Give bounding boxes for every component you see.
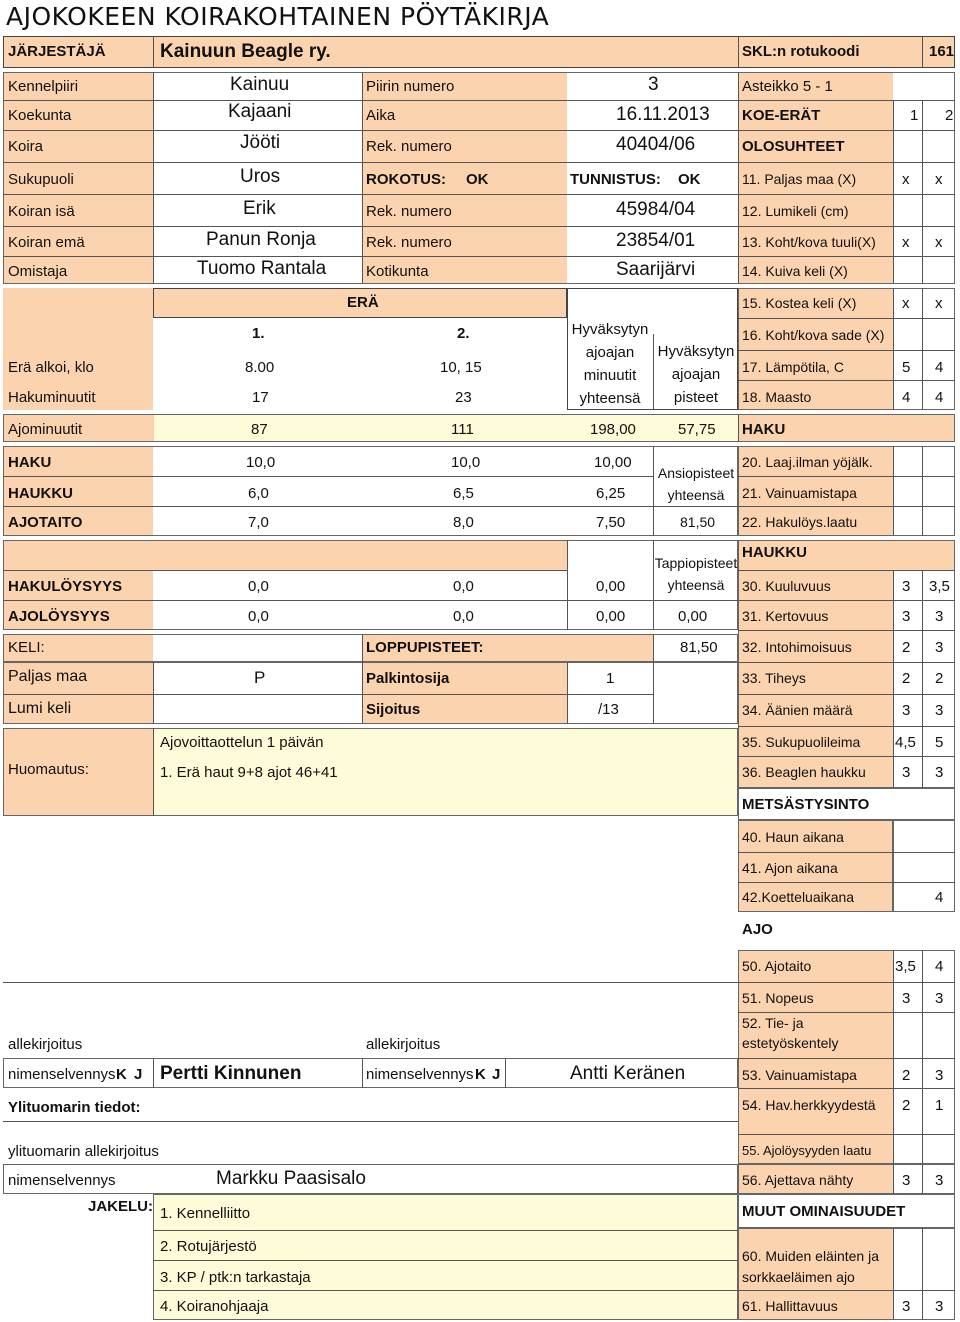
name-clarification-label-1: nimenselvennys (8, 1066, 116, 1083)
approved-run-points: 57,75 (678, 421, 716, 438)
drive-item-56-v2: 3 (935, 1172, 944, 1189)
frame (3, 728, 738, 816)
row-line (153, 1260, 738, 1261)
trial-municipality-label: Koekunta (8, 107, 72, 124)
row-line (738, 882, 955, 883)
remarks-label: Huomautus: (8, 761, 89, 778)
dam-name: Panun Ronja (206, 229, 316, 250)
bark-item-30: 30. Kuuluvuus (742, 578, 831, 594)
search-item-21: 21. Vainuamistapa (742, 485, 857, 501)
other-trait-61-v2: 3 (935, 1298, 944, 1315)
distribution-item-2: 2. Rotujärjestö (160, 1238, 257, 1255)
col-line (362, 72, 363, 284)
divider (738, 36, 739, 68)
penalty-points-heading: Tappiopisteet yhteensä (654, 555, 738, 593)
dam-label: Koiran emä (8, 234, 85, 251)
chief-judge-signature-label: ylituomarin allekirjoitus (8, 1143, 159, 1160)
cond-11-v2: x (935, 171, 943, 188)
divider (922, 36, 923, 68)
bare-ground-value: P (254, 668, 266, 687)
search-minutes-label: Hakuminuutit (8, 389, 96, 406)
drive-item-51: 51. Nopeus (742, 990, 814, 1006)
cond-14-label: 14. Kuiva keli (X) (742, 263, 848, 279)
row-line (3, 162, 955, 163)
bark-item-31: 31. Kertovuus (742, 608, 829, 624)
round-2-label: 2. (457, 325, 470, 342)
bare-ground-label: Paljas maa (8, 668, 88, 685)
drive-item-53: 53. Vainuamistapa (742, 1067, 857, 1083)
final-points-label: LOPPUPISTEET: (366, 639, 484, 656)
row-line (3, 100, 955, 101)
col-line (738, 72, 739, 284)
round-1-search-minutes: 17 (252, 389, 269, 406)
col-line (922, 1164, 923, 1194)
drive-looseness-total: 0,00 (596, 608, 626, 625)
drive-heading: AJO (742, 921, 773, 938)
bark-item-34: 34. Äänien määrä (742, 702, 853, 718)
bark-item-32-v2: 3 (935, 639, 944, 656)
district-number-label: Piirin numero (366, 78, 455, 95)
remarks-line-2: 1. Erä haut 9+8 ajot 46+41 (160, 764, 338, 781)
kennel-district-label: Kennelpiiri (8, 78, 79, 95)
cond-15-v2: x (935, 295, 943, 312)
weather-label: KELI: (8, 639, 45, 656)
judge-name-2: Antti Keränen (570, 1063, 686, 1084)
other-trait-61: 61. Hallittavuus (742, 1298, 838, 1314)
approved-points-heading: Hyväksytyn ajoajan pisteet (657, 343, 735, 406)
drive-item-56: 56. Ajettava nähty (742, 1172, 854, 1188)
era-label: ERÄ (347, 294, 379, 311)
drive-item-50: 50. Ajotaito (742, 958, 812, 974)
bark-item-31-v1: 3 (902, 608, 911, 625)
judge-k-1: K (116, 1066, 127, 1083)
col-line (567, 540, 568, 630)
row-line (738, 852, 955, 853)
row-line (3, 476, 653, 477)
cond-17-v1: 5 (902, 359, 911, 376)
placement-label: Sijoitus (366, 701, 421, 718)
cond-11-v1: x (902, 171, 910, 188)
cond-13-v1: x (902, 234, 910, 251)
col-line (922, 950, 923, 1164)
round-start-label: Erä alkoi, klo (8, 359, 94, 376)
cond-11-label: 11. Paljas maa (X) (742, 171, 857, 187)
divider (153, 36, 154, 68)
district-number-value: 3 (648, 74, 659, 95)
bark-item-32-v1: 2 (902, 639, 911, 656)
drive-item-56-v1: 3 (902, 1172, 911, 1189)
drive-item-53-v2: 3 (935, 1067, 944, 1084)
bark-score-label: HAUKKU (8, 485, 73, 502)
col-line (893, 446, 894, 536)
col-line (922, 1228, 923, 1320)
sire-name: Erik (243, 198, 276, 219)
bark-item-36: 36. Beaglen haukku (742, 764, 866, 780)
breed-code-label: SKL:n rotukoodi (742, 43, 860, 60)
run-minutes-values-bg (154, 415, 738, 441)
hunting-drive-heading: METSÄSTYSINTO (742, 796, 870, 813)
hunting-drive-41: 41. Ajon aikana (742, 860, 838, 876)
round-2-search-minutes: 23 (455, 389, 472, 406)
bark-item-35-v2: 5 (935, 734, 944, 751)
drive-item-51-v1: 3 (902, 990, 911, 1007)
hunting-drive-42: 42.Koetteluaikana (742, 889, 855, 905)
search-score-label: HAKU (8, 454, 52, 471)
col-line (153, 728, 154, 816)
hunting-drive-40: 40. Haun aikana (742, 829, 844, 845)
kennel-district-value: Kainuu (230, 74, 290, 95)
drive-item-53-v1: 2 (902, 1067, 911, 1084)
signature-top-line (3, 982, 738, 983)
row-line (3, 130, 955, 131)
search-item-20: 20. Laaj.ilman yöjälk. (742, 454, 873, 470)
penalty-points-total: 0,00 (678, 608, 708, 625)
cond-17-v2: 4 (935, 359, 944, 376)
trial-municipality-value: Kajaani (228, 101, 292, 122)
drive-item-50-v2: 4 (935, 958, 944, 975)
round-1-run-minutes: 87 (251, 421, 268, 438)
chief-judge-name: Markku Paasisalo (216, 1168, 366, 1189)
cond-17-label: 17. Lämpötila, C (742, 359, 844, 375)
col-line (922, 570, 923, 788)
bark-item-30-v1: 3 (902, 578, 911, 595)
round-1-header: 1 (910, 107, 919, 124)
distribution-item-1: 1. Kennelliitto (160, 1205, 251, 1222)
merit-points-heading: Ansiopisteet yhteensä (657, 465, 735, 503)
run-minutes-label: Ajominuutit (8, 421, 83, 438)
col-line (893, 950, 894, 1164)
vaccination-value: OK (466, 171, 489, 188)
round-2-search-score: 10,0 (451, 454, 481, 471)
round-2-driving-skill: 8,0 (453, 514, 474, 531)
row-line (3, 694, 653, 695)
col-line (653, 662, 654, 724)
round-2-drive-looseness: 0,0 (453, 608, 474, 625)
drive-item-54-v2: 1 (935, 1097, 944, 1114)
drive-item-52: 52. Tie- ja estetyöskentely (742, 1015, 839, 1051)
merit-points-total: 81,50 (680, 514, 716, 530)
dam-reg-label: Rek. numero (366, 234, 452, 251)
prize-value: 1 (606, 670, 615, 687)
round-2-search-looseness: 0,0 (453, 578, 474, 595)
col-line (893, 288, 894, 410)
bark-item-35-v1: 4,5 (895, 734, 916, 751)
col-line (567, 662, 568, 724)
col-line (922, 100, 923, 284)
col-line (362, 1058, 363, 1088)
round-1-search-score: 10,0 (246, 454, 276, 471)
round-1-drive-looseness: 0,0 (248, 608, 269, 625)
cond-18-label: 18. Maasto (742, 389, 812, 405)
col-line (893, 1228, 894, 1320)
bark-item-30-v2: 3,5 (929, 578, 950, 595)
col-line (738, 414, 739, 442)
col-line (922, 446, 923, 536)
cond-15-v1: x (902, 295, 910, 312)
date-label: Aika (366, 107, 396, 124)
reg-number-label: Rek. numero (366, 138, 452, 155)
col-line (362, 634, 363, 662)
round-1-bark-score: 6,0 (248, 485, 269, 502)
col-line (893, 100, 894, 284)
page-title: AJOKOKEEN KOIRAKOHTAINEN PÖYTÄKIRJA (6, 2, 550, 31)
cond-15-label: 15. Kostea keli (X) (742, 295, 857, 311)
organizer-label: JÄRJESTÄJÄ (8, 43, 106, 60)
remarks-line-1: Ajovoittaottelun 1 päivän (160, 734, 324, 751)
signature-label-2: allekirjoitus (366, 1036, 441, 1053)
final-points-value: 81,50 (680, 639, 718, 656)
drive-item-54: 54. Hav.herkkyydestä (742, 1097, 876, 1113)
vaccination-label: ROKOTUS: (366, 171, 446, 188)
bark-item-32: 32. Intohimoisuus (742, 639, 852, 655)
dog-label: Koira (8, 138, 44, 155)
sex-label: Sukupuoli (8, 171, 74, 188)
round-1-start: 8.00 (245, 359, 275, 376)
round-2-start: 10, 15 (440, 359, 482, 376)
dam-reg-number: 23854/01 (616, 230, 696, 251)
cond-13-v2: x (935, 234, 943, 251)
col-line (153, 662, 154, 724)
row-line (3, 256, 955, 257)
cond-12-label: 12. Lumikeli (cm) (742, 203, 849, 219)
name-clarification-label-2: nimenselvennys (366, 1066, 474, 1083)
cond-18-v1: 4 (902, 389, 911, 406)
hunting-drive-42-value: 4 (935, 889, 944, 906)
row-line (3, 506, 738, 507)
snow-label: Lumi keli (8, 700, 72, 717)
other-trait-61-v1: 3 (902, 1298, 911, 1315)
breed-code-value: 161 (929, 43, 955, 60)
bark-item-31-v2: 3 (935, 608, 944, 625)
drive-item-54-v1: 2 (902, 1097, 911, 1114)
bark-item-35: 35. Sukupuolileima (742, 734, 861, 750)
search-item-22: 22. Hakulöys.laatu (742, 514, 858, 530)
date-value: 16.11.2013 (616, 104, 710, 125)
approved-minutes-heading: Hyväksytyn ajoajan minuutit yhteensä (571, 321, 649, 407)
owner-name: Tuomo Rantala (197, 258, 327, 279)
distribution-item-3: 3. KP / ptk:n tarkastaja (160, 1269, 311, 1286)
round-2-run-minutes: 111 (451, 421, 474, 438)
judge-j-1: J (134, 1066, 143, 1083)
row-line (3, 570, 567, 571)
cond-16-label: 16. Koht/kova sade (X) (742, 327, 885, 343)
driving-skill-total: 7,50 (596, 514, 626, 531)
bark-item-33: 33. Tiheys (742, 670, 806, 686)
placement-value: /13 (598, 701, 619, 718)
sire-label: Koiran isä (8, 203, 75, 220)
drive-item-51-v2: 3 (935, 990, 944, 1007)
drive-item-55: 55. Ajolöysyyden laatu (742, 1143, 872, 1158)
bark-score-total: 6,25 (596, 485, 626, 502)
distribution-item-4: 4. Koiranohjaaja (160, 1298, 269, 1315)
col-line (505, 1058, 506, 1088)
row-line (3, 226, 955, 227)
driving-skill-label: AJOTAITO (8, 514, 83, 531)
col-line (922, 288, 923, 410)
judge-k-2: K (475, 1066, 486, 1083)
home-municipality-value: Saarijärvi (616, 259, 696, 280)
distribution-label: JAKELU: (88, 1198, 154, 1215)
trial-rounds-label: KOE-ERÄT (742, 107, 821, 124)
drive-item-50-v1: 3,5 (895, 958, 916, 975)
sex-value: Uros (240, 166, 281, 187)
bark-item-34-v1: 3 (902, 702, 911, 719)
identification-value: OK (678, 171, 701, 188)
col-line (362, 662, 363, 724)
dog-name: Jööti (240, 132, 281, 153)
chief-judge-heading: Ylituomarin tiedot: (8, 1099, 141, 1116)
round-1-search-looseness: 0,0 (248, 578, 269, 595)
judge-name-1: Pertti Kinnunen (160, 1063, 302, 1084)
search-looseness-label: HAKULÖYSYYS (8, 578, 123, 595)
prize-label: Palkintosija (366, 670, 450, 687)
other-trait-60: 60. Muiden eläinten ja sorkkaeläimen ajo (742, 1248, 879, 1285)
signature-label-1: allekirjoitus (8, 1036, 83, 1053)
row-line (153, 1230, 738, 1231)
col-line (153, 72, 154, 284)
bark-item-36-v2: 3 (935, 764, 944, 781)
other-traits-heading: MUUT OMINAISUUDET (742, 1203, 906, 1220)
organizer-value: Kainuun Beagle ry. (160, 41, 331, 62)
cond-13-label: 13. Koht/kova tuuli(X) (742, 234, 876, 250)
sire-reg-number: 45984/04 (616, 199, 696, 220)
round-1-label: 1. (252, 325, 265, 342)
approved-minutes-total: 198,00 (590, 421, 636, 438)
cond-18-v2: 4 (935, 389, 944, 406)
search-looseness-total: 0,00 (596, 578, 626, 595)
row-line (3, 194, 955, 195)
sire-reg-label: Rek. numero (366, 203, 452, 220)
round-2-header: 2 (945, 107, 954, 124)
dog-reg-number: 40404/06 (616, 134, 696, 155)
judge-j-2: J (492, 1066, 501, 1083)
round-2-bark-score: 6,5 (453, 485, 474, 502)
col-line (653, 634, 654, 662)
owner-label: Omistaja (8, 263, 68, 280)
conditions-heading: OLOSUHTEET (742, 138, 845, 155)
chief-judge-name-label: nimenselvennys (8, 1172, 116, 1189)
frame (893, 820, 955, 912)
bark-item-36-v1: 3 (902, 764, 911, 781)
bark-item-33-v2: 2 (935, 670, 944, 687)
bark-heading: HAUKKU (742, 544, 807, 561)
col-line (893, 570, 894, 788)
row-line (153, 1290, 738, 1291)
row-line (3, 600, 738, 601)
bark-item-33-v1: 2 (902, 670, 911, 687)
search-score-total: 10,00 (594, 454, 632, 471)
identification-label: TUNNISTUS: (570, 171, 661, 188)
home-municipality-label: Kotikunta (366, 263, 429, 280)
round-1-driving-skill: 7,0 (248, 514, 269, 531)
col-line (893, 1164, 894, 1194)
col-line (153, 1058, 154, 1088)
search-heading: HAKU (742, 421, 786, 438)
scale-label: Asteikko 5 - 1 (742, 78, 833, 95)
bark-item-34-v2: 3 (935, 702, 944, 719)
drive-looseness-label: AJOLÖYSYYS (8, 608, 110, 625)
